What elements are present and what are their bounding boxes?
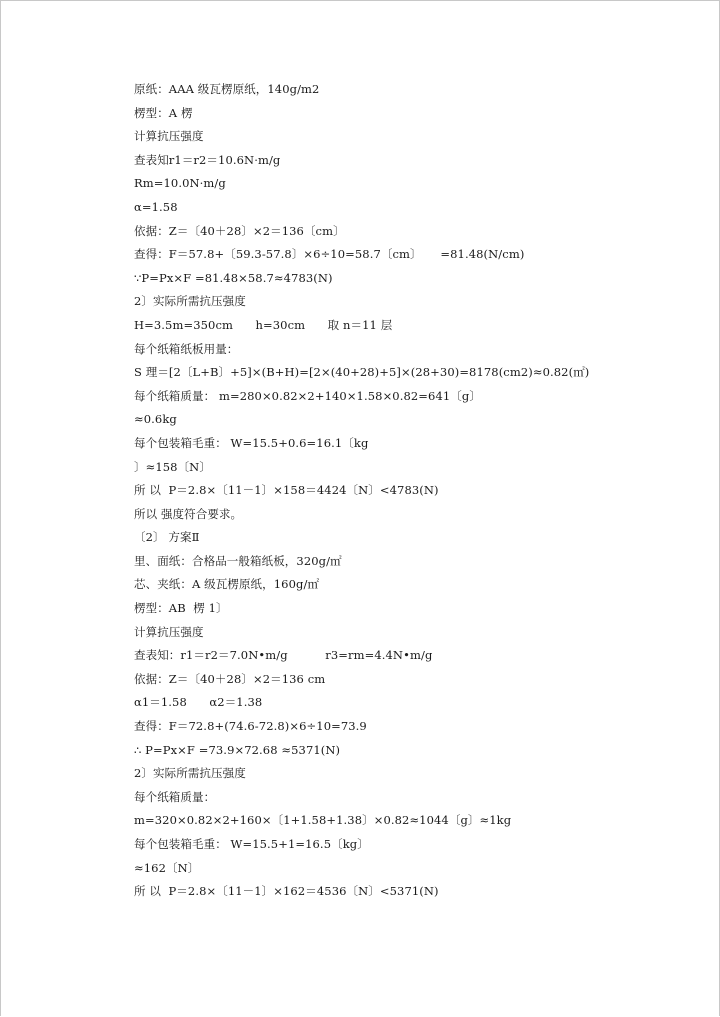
- text-line: 每个包装箱毛重： W=15.5+0.6=16.1〔kg: [134, 435, 369, 450]
- text-line: ∴ P=Px×F =73.9×72.68 ≈5371(N): [134, 742, 341, 757]
- text-line: 所以 强度符合要求。: [134, 506, 243, 521]
- text-line: m=320×0.82×2+160×〔1+1.58+1.38〕×0.82≈1044〔g〕≈1kg: [134, 813, 512, 828]
- text-line: α=1.58: [134, 199, 178, 214]
- text-line: 查得：F＝57.8+〔59.3-57.8〕×6÷10=58.7〔cm〕 =81.48(N/cm): [134, 247, 525, 262]
- document-body: [134, 78, 694, 904]
- text-line: 楞型：A 楞: [134, 105, 193, 120]
- text-line: 所 以 P＝2.8×〔11－1〕×162＝4536〔N〕<5371(N): [134, 884, 439, 899]
- text-line: 所 以 P＝2.8×〔11－1〕×158＝4424〔N〕<4783(N): [134, 483, 439, 498]
- text-line: 〕≈158〔N〕: [134, 459, 211, 474]
- text-line: 〔2〕 方案Ⅱ: [134, 530, 200, 545]
- text-line: 计算抗压强度: [134, 624, 204, 639]
- text-line: ∵P=Px×F =81.48×58.7≈4783(N): [134, 270, 333, 285]
- text-line: 依据：Z＝〔40＋28〕×2＝136〔cm〕: [134, 223, 345, 238]
- text-line: 计算抗压强度: [134, 129, 204, 144]
- text-line: 查表知r1＝r2＝10.6N·m/g: [134, 152, 281, 167]
- text-line: H=3.5m=350cm h=30cm 取 n＝11 层: [134, 317, 393, 332]
- text-line: 查表知：r1＝r2＝7.0N•m/g r3=rm=4.4N•m/g: [134, 648, 433, 663]
- text-line: 每个包装箱毛重： W=15.5+1=16.5〔kg〕: [134, 837, 369, 851]
- text-line: 2〕实际所需抗压强度: [134, 294, 246, 309]
- text-line: 里、面纸：合格品一般箱纸板，320g/㎡: [134, 553, 342, 568]
- text-line: 每个纸箱质量：: [134, 789, 216, 804]
- text-line: 芯、夹纸：A 级瓦楞原纸，160g/㎡: [134, 577, 320, 592]
- text-line: 查得：F＝72.8+(74.6-72.8)×6÷10=73.9: [134, 719, 367, 734]
- text-line: 每个纸箱纸板用量：: [134, 341, 239, 356]
- text-line: α1＝1.58 α2＝1.38: [134, 695, 263, 710]
- text-line: Rm=10.0N·m/g: [134, 176, 226, 191]
- text-line: 原纸：AAA 级瓦楞原纸，140g/m2: [134, 82, 320, 96]
- text-line: 2〕实际所需抗压强度: [134, 766, 246, 781]
- text-line: 楞型：AB 楞 1〕: [134, 601, 228, 616]
- text-line: 依据：Z＝〔40＋28〕×2＝136 cm: [134, 671, 326, 686]
- text-line: S 理＝[2〔L+B〕+5]×(B+H)=[2×(40+28)+5]×(28+30)=8178(cm2)≈0.82(㎡): [134, 365, 590, 380]
- text-line: ≈0.6kg: [134, 412, 177, 427]
- text-line: 每个纸箱质量： m=280×0.82×2+140×1.58×0.82=641〔g〕: [134, 388, 481, 403]
- text-line: ≈162〔N〕: [134, 860, 200, 875]
